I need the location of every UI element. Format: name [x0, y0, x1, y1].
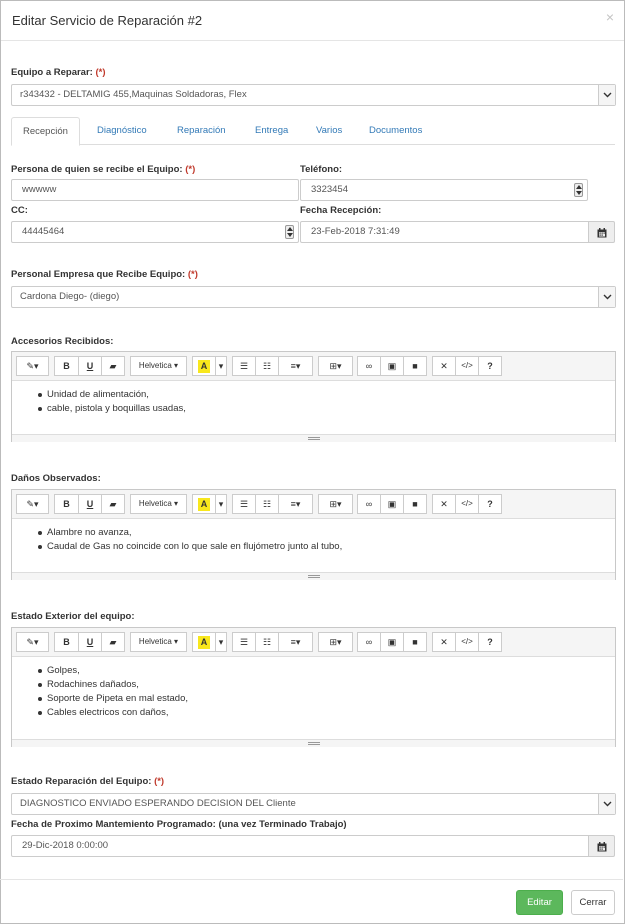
- calendar-icon[interactable]: [589, 221, 615, 243]
- unordered-list-icon[interactable]: ☰: [232, 494, 256, 514]
- text-color-button[interactable]: A: [192, 494, 216, 514]
- chevron-down-icon: [598, 287, 615, 307]
- equipo-label: Equipo a Reparar: (*): [11, 67, 106, 78]
- tab-bar: [11, 117, 615, 145]
- unordered-list-icon[interactable]: ☰: [232, 356, 256, 376]
- code-view-button[interactable]: </>: [455, 494, 479, 514]
- estado-label: Estado Reparación del Equipo: (*): [11, 776, 165, 787]
- link-icon[interactable]: ∞: [357, 494, 381, 514]
- spinner-icon[interactable]: [574, 183, 583, 197]
- table-icon[interactable]: ⊞▾: [318, 632, 353, 652]
- modal-header: [1, 1, 624, 41]
- modal-title: Editar Servicio de Reparación #2: [12, 13, 203, 28]
- image-icon[interactable]: ▣: [380, 632, 404, 652]
- editor-content[interactable]: [12, 381, 615, 442]
- help-button[interactable]: ?: [478, 494, 502, 514]
- equipo-select[interactable]: r343432 - DELTAMIG 455,Maquinas Soldadoras, Flex: [11, 84, 616, 106]
- tab-documentos[interactable]: Documentos: [369, 125, 423, 136]
- tab-entrega[interactable]: Entrega: [255, 125, 289, 136]
- list-item: Unidad de alimentación,: [47, 388, 186, 402]
- mantenimiento-input[interactable]: 29-Dic-2018 0:00:00: [11, 835, 589, 857]
- text-color-button[interactable]: A: [192, 632, 216, 652]
- magic-wand-icon[interactable]: ✎▾: [16, 356, 49, 376]
- editor-toolbar: [12, 490, 615, 519]
- save-button[interactable]: Editar: [516, 890, 563, 915]
- table-icon[interactable]: ⊞▾: [318, 494, 353, 514]
- spinner-icon[interactable]: [285, 225, 294, 239]
- tab-diagnostico[interactable]: Diagnóstico: [97, 125, 147, 136]
- link-icon[interactable]: ∞: [357, 356, 381, 376]
- accesorios-editor[interactable]: [11, 351, 616, 442]
- chevron-down-icon[interactable]: ▾: [215, 632, 227, 652]
- telefono-input[interactable]: 3323454: [300, 179, 588, 201]
- align-icon[interactable]: ≡▾: [278, 494, 313, 514]
- resize-handle[interactable]: [12, 572, 615, 580]
- fecha-recepcion-input[interactable]: 23-Feb-2018 7:31:49: [300, 221, 589, 243]
- danos-label: Daños Observados:: [11, 473, 101, 484]
- unordered-list-icon[interactable]: ☰: [232, 632, 256, 652]
- editor-toolbar: [12, 352, 615, 381]
- list-item: cable, pistola y boquillas usadas,: [47, 403, 186, 414]
- fullscreen-icon[interactable]: ✕: [432, 494, 456, 514]
- underline-button[interactable]: U: [78, 356, 102, 376]
- eraser-icon[interactable]: ▰: [101, 632, 125, 652]
- list-item: Alambre no avanza,: [47, 526, 342, 540]
- table-icon[interactable]: ⊞▾: [318, 356, 353, 376]
- close-icon[interactable]: ×: [605, 9, 614, 25]
- code-view-button[interactable]: </>: [455, 356, 479, 376]
- resize-handle[interactable]: [12, 434, 615, 442]
- fullscreen-icon[interactable]: ✕: [432, 632, 456, 652]
- estado-select[interactable]: DIAGNOSTICO ENVIADO ESPERANDO DECISION DEL Cliente: [11, 793, 616, 815]
- editor-content[interactable]: [12, 519, 615, 580]
- code-view-button[interactable]: </>: [455, 632, 479, 652]
- telefono-label: Teléfono:: [300, 164, 343, 175]
- persona-label: Persona de quien se recibe el Equipo: (*): [11, 164, 196, 175]
- chevron-down-icon[interactable]: ▾: [215, 356, 227, 376]
- video-icon[interactable]: ■: [403, 356, 427, 376]
- modal-footer: [0, 879, 623, 880]
- ordered-list-icon[interactable]: ☷: [255, 494, 279, 514]
- danos-editor[interactable]: [11, 489, 616, 580]
- cancel-button[interactable]: Cerrar: [571, 890, 615, 915]
- ordered-list-icon[interactable]: ☷: [255, 632, 279, 652]
- magic-wand-icon[interactable]: ✎▾: [16, 494, 49, 514]
- chevron-down-icon: [598, 794, 615, 814]
- help-button[interactable]: ?: [478, 632, 502, 652]
- underline-button[interactable]: U: [78, 632, 102, 652]
- eraser-icon[interactable]: ▰: [101, 494, 125, 514]
- list-item: Soporte de Pipeta en mal estado,: [47, 693, 189, 704]
- tab-varios[interactable]: Varios: [316, 125, 343, 136]
- personal-label: Personal Empresa que Recibe Equipo: (*): [11, 269, 198, 280]
- fullscreen-icon[interactable]: ✕: [432, 356, 456, 376]
- font-family-dropdown[interactable]: Helvetica ▾: [130, 494, 187, 514]
- align-icon[interactable]: ≡▾: [278, 632, 313, 652]
- cc-label: CC:: [11, 205, 28, 216]
- exterior-editor[interactable]: [11, 627, 616, 747]
- link-icon[interactable]: ∞: [357, 632, 381, 652]
- video-icon[interactable]: ■: [403, 494, 427, 514]
- font-family-dropdown[interactable]: Helvetica ▾: [130, 632, 187, 652]
- chevron-down-icon: [598, 85, 615, 105]
- list-item: Cables electricos con daños,: [47, 706, 188, 720]
- editor-content[interactable]: [12, 657, 615, 747]
- align-icon[interactable]: ≡▾: [278, 356, 313, 376]
- image-icon[interactable]: ▣: [380, 494, 404, 514]
- magic-wand-icon[interactable]: ✎▾: [16, 632, 49, 652]
- chevron-down-icon[interactable]: ▾: [215, 494, 227, 514]
- help-button[interactable]: ?: [478, 356, 502, 376]
- calendar-icon[interactable]: [589, 835, 615, 857]
- image-icon[interactable]: ▣: [380, 356, 404, 376]
- tab-recepcion[interactable]: Recepción: [11, 117, 80, 146]
- video-icon[interactable]: ■: [403, 632, 427, 652]
- eraser-icon[interactable]: ▰: [101, 356, 125, 376]
- tab-reparacion[interactable]: Reparación: [177, 125, 226, 136]
- bold-button[interactable]: B: [54, 632, 79, 652]
- bold-button[interactable]: B: [54, 356, 79, 376]
- accesorios-label: Accesorios Recibidos:: [11, 336, 114, 347]
- persona-input[interactable]: wwwww: [11, 179, 299, 201]
- fecha-recepcion-label: Fecha Recepción:: [300, 205, 382, 216]
- resize-handle[interactable]: [12, 739, 615, 747]
- personal-select[interactable]: Cardona Diego- (diego): [11, 286, 616, 308]
- list-item: Caudal de Gas no coincide con lo que sale en flujómetro junto al tubo,: [47, 541, 343, 552]
- editor-toolbar: [12, 628, 615, 657]
- bold-button[interactable]: B: [54, 494, 79, 514]
- exterior-label: Estado Exterior del equipo:: [11, 611, 135, 622]
- list-item: Rodachines dañados,: [47, 678, 188, 692]
- ordered-list-icon[interactable]: ☷: [255, 356, 279, 376]
- text-color-button[interactable]: A: [192, 356, 216, 376]
- list-item: Golpes,: [47, 664, 188, 678]
- underline-button[interactable]: U: [78, 494, 102, 514]
- font-family-dropdown[interactable]: Helvetica ▾: [130, 356, 187, 376]
- cc-input[interactable]: 44445464: [11, 221, 299, 243]
- mantenimiento-label: Fecha de Proximo Mantemiento Programado: (una vez Terminado Trabajo): [11, 819, 347, 830]
